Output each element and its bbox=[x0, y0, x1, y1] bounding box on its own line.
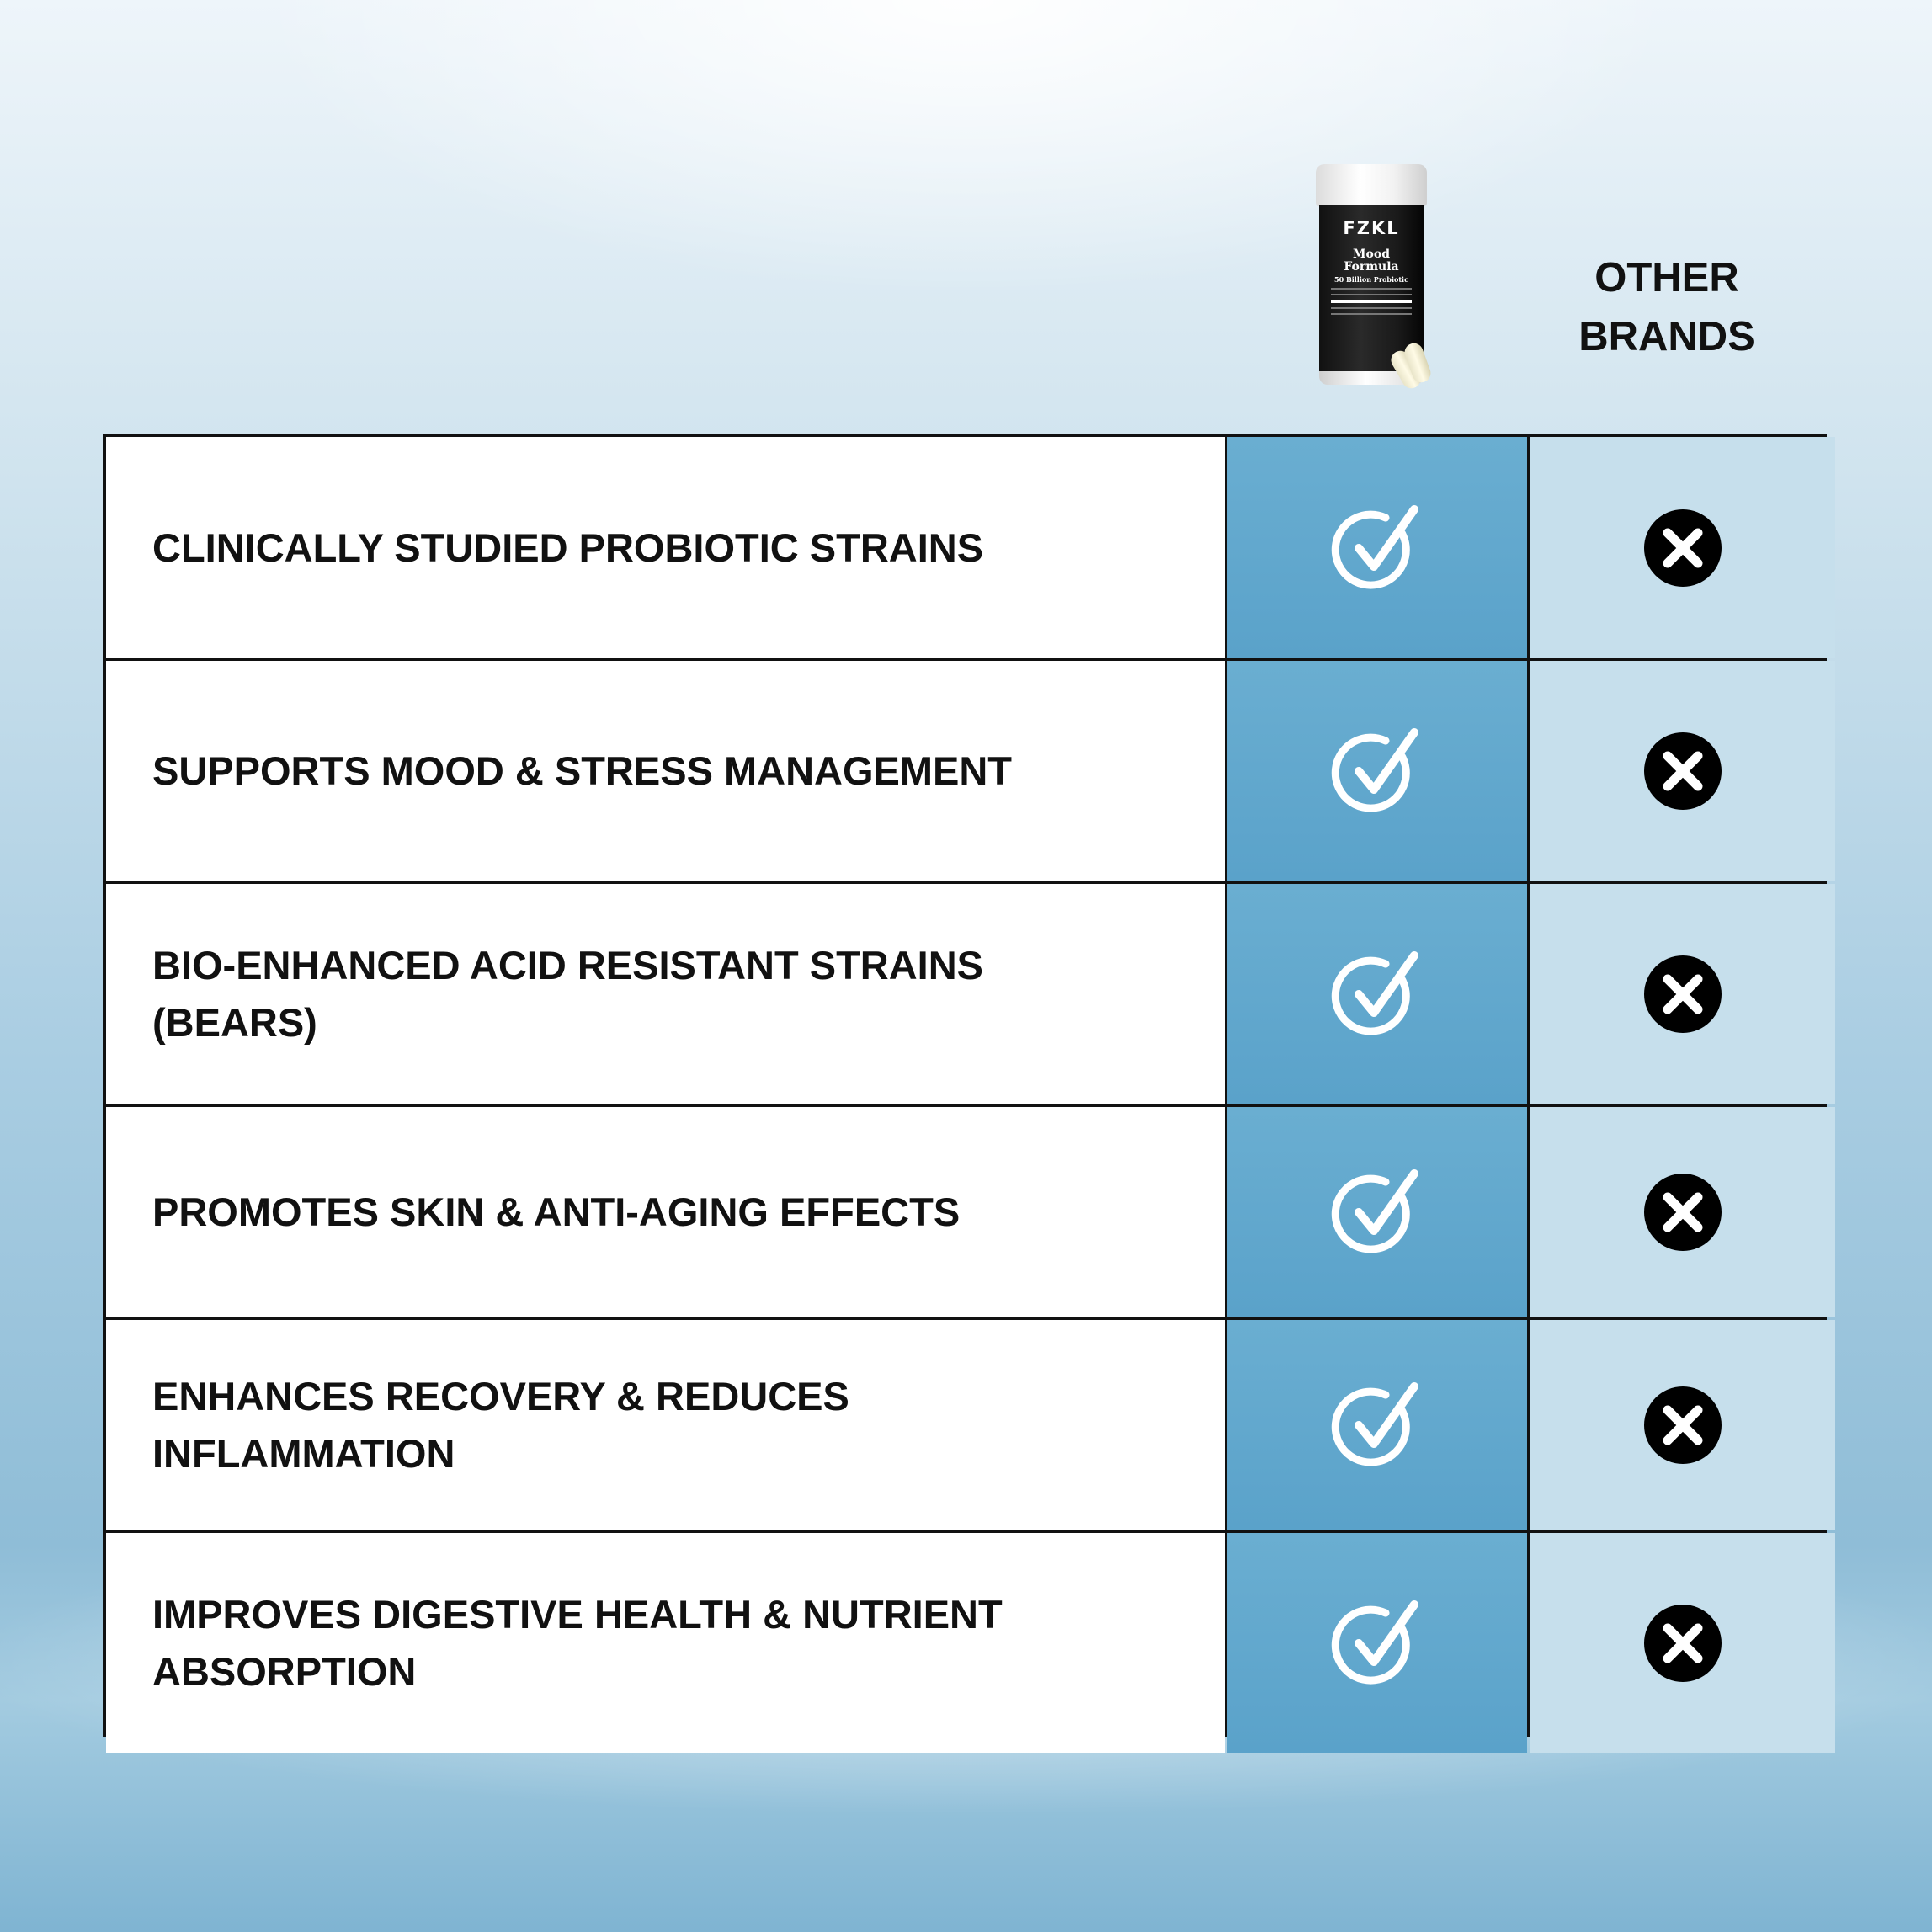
product-subtitle: 50 Billion Probiotic bbox=[1334, 275, 1408, 284]
check-circle-icon bbox=[1330, 724, 1424, 818]
check-circle-icon bbox=[1330, 947, 1424, 1041]
x-circle-icon bbox=[1642, 954, 1723, 1035]
fzkl-cell bbox=[1227, 437, 1527, 658]
x-circle-icon bbox=[1642, 1385, 1723, 1466]
x-circle-icon bbox=[1642, 1603, 1723, 1684]
feature-cell bbox=[106, 1107, 1225, 1317]
feature-cell bbox=[106, 1320, 1225, 1530]
feature-cell bbox=[106, 1533, 1225, 1753]
feature-cell bbox=[106, 884, 1225, 1104]
other-brands-cell bbox=[1530, 884, 1835, 1104]
other-brands-heading: OTHER BRANDS bbox=[1578, 255, 1755, 359]
product-image bbox=[1309, 164, 1435, 391]
check-circle-icon bbox=[1330, 1596, 1424, 1690]
bottle-cap bbox=[1316, 164, 1427, 206]
feature-label: ENHANCES RECOVERY & REDUCES INFLAMMATION bbox=[152, 1374, 849, 1476]
fzkl-cell bbox=[1227, 661, 1527, 881]
comparison-table bbox=[103, 434, 1827, 1737]
fzkl-cell bbox=[1227, 1107, 1527, 1317]
other-brands-cell bbox=[1530, 661, 1835, 881]
feature-label: BIO-ENHANCED ACID RESISTANT STRAINS (BEARS) bbox=[152, 943, 984, 1045]
feature-label: SUPPORTS MOOD & STRESS MANAGEMENT bbox=[152, 748, 1013, 793]
other-brands-cell bbox=[1530, 437, 1835, 658]
fzkl-cell bbox=[1227, 884, 1527, 1104]
x-circle-icon bbox=[1642, 508, 1723, 588]
feature-cell bbox=[106, 437, 1225, 658]
other-brands-cell bbox=[1530, 1320, 1835, 1530]
feature-label: CLINICALLY STUDIED PROBIOTIC STRAINS bbox=[152, 524, 984, 570]
other-brands-cell bbox=[1530, 1533, 1835, 1753]
other-brands-cell bbox=[1530, 1107, 1835, 1317]
x-circle-icon bbox=[1642, 731, 1723, 812]
feature-cell bbox=[106, 661, 1225, 881]
check-circle-icon bbox=[1330, 501, 1424, 595]
check-circle-icon bbox=[1330, 1378, 1424, 1472]
product-brand: FZKL bbox=[1343, 218, 1400, 238]
feature-label: IMPROVES DIGESTIVE HEALTH & NUTRIENT ABSORPTION bbox=[152, 1591, 1003, 1694]
fzkl-cell bbox=[1227, 1533, 1527, 1753]
feature-label: PROMOTES SKIN & ANTI-AGING EFFECTS bbox=[152, 1190, 961, 1234]
x-circle-icon bbox=[1642, 1172, 1723, 1253]
check-circle-icon bbox=[1330, 1165, 1424, 1259]
product-name: Mood Formula bbox=[1344, 247, 1399, 274]
fzkl-cell bbox=[1227, 1320, 1527, 1530]
